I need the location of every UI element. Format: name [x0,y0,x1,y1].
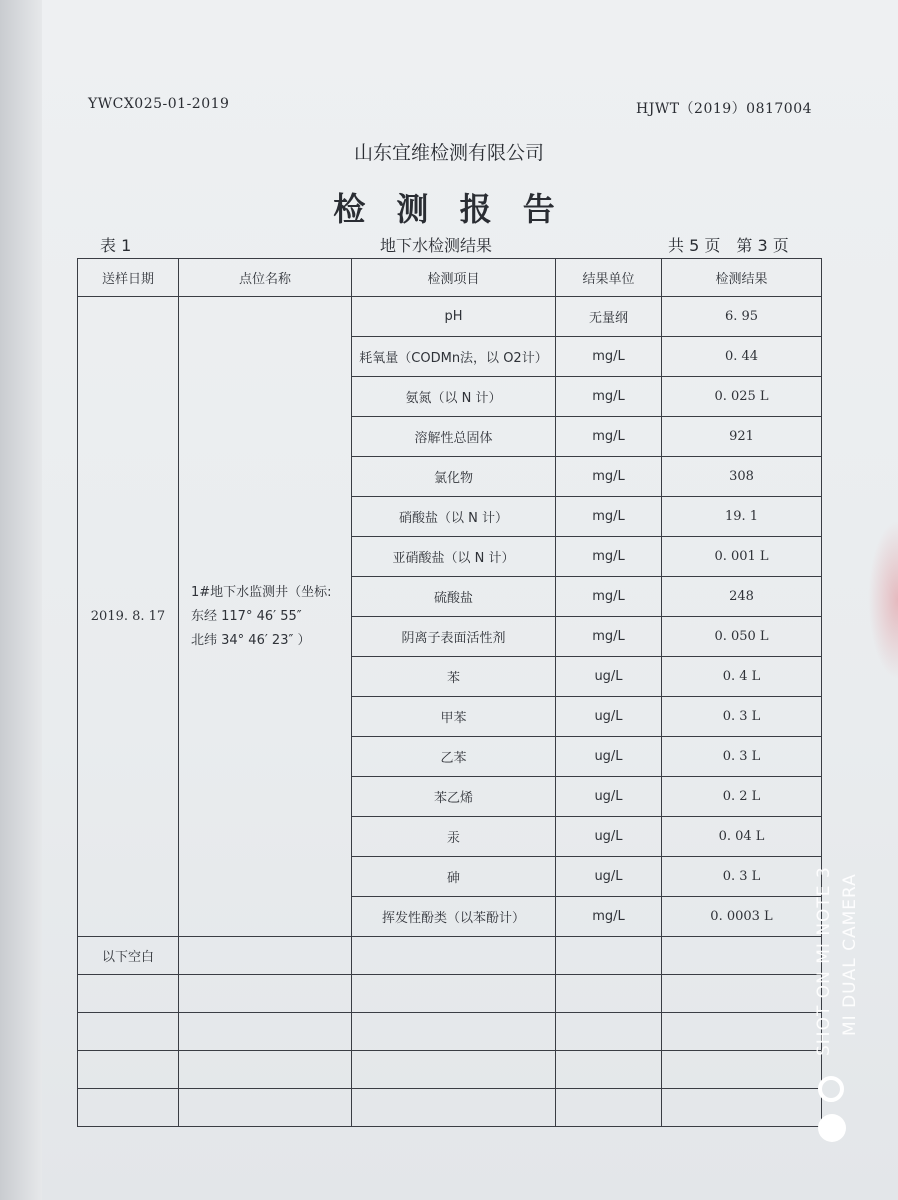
result-unit: mg/L [556,377,662,417]
column-header-result: 检测结果 [662,259,822,297]
test-result: 0. 4 L [662,657,822,697]
page-info: 共 5 页 第 3 页 [668,236,789,255]
blank-row [78,937,822,975]
empty-cell [78,975,179,1013]
blank-note: 以下空白 [78,937,179,975]
test-item: 硝酸盐（以 N 计） [352,497,556,537]
test-item: 亚硝酸盐（以 N 计） [352,537,556,577]
test-item: 溶解性总固体 [352,417,556,457]
empty-cell [352,937,556,975]
test-item: 苯乙烯 [352,777,556,817]
empty-cell [556,1089,662,1127]
result-unit: ug/L [556,657,662,697]
result-unit: ug/L [556,697,662,737]
test-item: 耗氧量（CODMn法，以 O2计） [352,337,556,377]
test-item: 苯 [352,657,556,697]
location-cell [179,297,352,937]
result-unit: mg/L [556,337,662,377]
result-unit: mg/L [556,897,662,937]
test-result: 921 [662,417,822,457]
table-number: 表 1 [100,236,132,255]
location-line: 北纬 34° 46′ 23″ ） [191,632,311,648]
empty-cell [179,1051,352,1089]
empty-cell [179,1089,352,1127]
empty-cell [662,1013,822,1051]
test-result: 0. 3 L [662,697,822,737]
test-item: 氯化物 [352,457,556,497]
test-item: 阴离子表面活性剂 [352,617,556,657]
result-unit: mg/L [556,417,662,457]
results-table [77,258,822,1127]
empty-cell [352,1013,556,1051]
table-title: 地下水检测结果 [380,236,493,255]
result-unit: ug/L [556,817,662,857]
test-result: 0. 2 L [662,777,822,817]
test-result: 248 [662,577,822,617]
empty-cell [352,1089,556,1127]
result-unit: mg/L [556,577,662,617]
blank-row [78,975,822,1013]
result-unit: ug/L [556,777,662,817]
watermark-line-2: MI DUAL CAMERA [840,873,860,1036]
empty-cell [662,975,822,1013]
report-number: HJWT（2019）0817004 [636,101,813,117]
camera-watermark [812,836,858,1056]
test-result: 0. 001 L [662,537,822,577]
test-result: 0. 44 [662,337,822,377]
test-result: 308 [662,457,822,497]
test-item: pH [352,297,556,337]
test-item: 砷 [352,857,556,897]
empty-cell [179,937,352,975]
watermark-logo [818,1076,846,1142]
test-result: 0. 3 L [662,737,822,777]
result-unit: ug/L [556,737,662,777]
test-result: 0. 3 L [662,857,822,897]
table-row [78,297,822,337]
test-item: 甲苯 [352,697,556,737]
watermark-line-1: SHOT ON MI NOTE 3 [814,866,834,1056]
empty-cell [352,1051,556,1089]
test-result: 0. 04 L [662,817,822,857]
company-name: 山东宜维检测有限公司 [353,142,544,164]
column-header-date: 送样日期 [78,259,179,297]
book-binding-shadow [0,0,42,1200]
empty-cell [179,1013,352,1051]
result-unit: mg/L [556,617,662,657]
column-header-unit: 结果单位 [556,259,662,297]
column-header-item: 检测项目 [352,259,556,297]
result-unit: ug/L [556,857,662,897]
empty-cell [78,1051,179,1089]
blank-row [78,1051,822,1089]
ring-icon [818,1076,844,1102]
result-unit: mg/L [556,457,662,497]
empty-cell [556,1051,662,1089]
empty-cell [556,1013,662,1051]
test-result: 0. 0003 L [662,897,822,937]
test-item: 挥发性酚类（以苯酚计） [352,897,556,937]
empty-cell [352,975,556,1013]
sample-date: 2019. 8. 17 [78,297,179,937]
table-header-row [78,259,822,297]
empty-cell [78,1013,179,1051]
empty-cell [78,1089,179,1127]
document-code: YWCX025-01-2019 [88,96,230,112]
column-header-location: 点位名称 [179,259,352,297]
empty-cell [556,937,662,975]
test-item: 氨氮（以 N 计） [352,377,556,417]
empty-cell [179,975,352,1013]
test-result: 0. 050 L [662,617,822,657]
empty-cell [662,937,822,975]
dot-icon [818,1114,846,1142]
report-title: 检 测 报 告 [333,190,565,228]
test-item: 硫酸盐 [352,577,556,617]
test-result: 6. 95 [662,297,822,337]
location-line: 东经 117° 46′ 55″ [191,608,302,624]
result-unit: mg/L [556,537,662,577]
location-line: 1#地下水监测井（坐标: [191,584,332,600]
blank-row [78,1013,822,1051]
blank-row [78,1089,822,1127]
result-unit: mg/L [556,497,662,537]
empty-cell [556,975,662,1013]
test-result: 19. 1 [662,497,822,537]
test-item: 乙苯 [352,737,556,777]
empty-cell [662,1089,822,1127]
result-unit: 无量纲 [556,297,662,337]
red-stamp-edge [868,520,898,680]
empty-cell [662,1051,822,1089]
test-item: 汞 [352,817,556,857]
test-result: 0. 025 L [662,377,822,417]
